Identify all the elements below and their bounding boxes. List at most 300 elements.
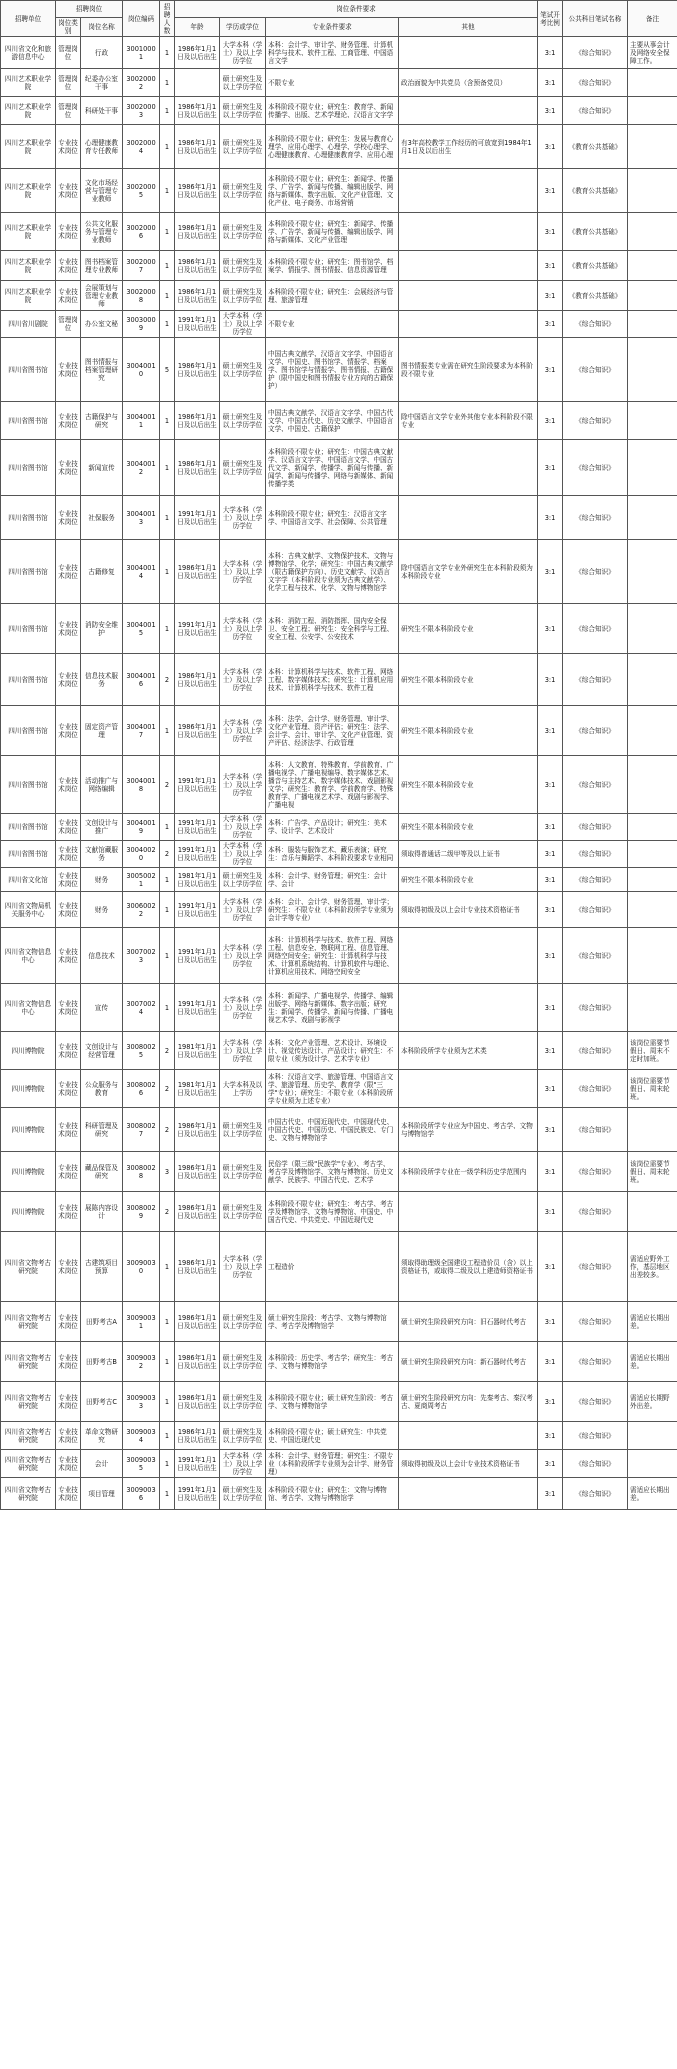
cell-edu: 硕士研究生及以上学历学位	[220, 1422, 266, 1450]
cell-other: 须取得初级及以上会计专业技术资格证书	[399, 892, 538, 928]
cell-note	[628, 984, 677, 1032]
cell-age: 1991年1月1日及以后出生	[175, 814, 220, 841]
cell-exam: 《综合知识》	[563, 1450, 628, 1478]
cell-major: 本科阶段不限专业；研究生：发展与教育心理学、应用心理学、心理学、学校心理学、心理健康教育、心理健康教育学、应用心理	[266, 125, 399, 169]
cell-note	[628, 1108, 677, 1152]
cell-type: 专业技术岗位	[56, 892, 81, 928]
cell-type: 管理岗位	[56, 37, 81, 69]
cell-exam: 《综合知识》	[563, 440, 628, 496]
cell-exam: 《教育公共基础》	[563, 251, 628, 281]
cell-edu: 大学本科（学士）及以上学历学位	[220, 37, 266, 69]
cell-code: 30040013	[123, 496, 160, 540]
cell-age: 1986年1月1日及以后出生	[175, 213, 220, 251]
cell-unit: 四川省图书馆	[1, 604, 56, 654]
header-major: 专业条件要求	[266, 18, 399, 37]
cell-code: 30090034	[123, 1422, 160, 1450]
cell-age: 1981年1月1日及以后出生	[175, 868, 220, 892]
cell-type: 管理岗位	[56, 97, 81, 125]
cell-ratio: 3:1	[538, 311, 563, 338]
cell-name: 科研处干事	[81, 97, 123, 125]
cell-exam: 《综合知识》	[563, 1108, 628, 1152]
cell-edu: 大学本科（学士）及以上学历学位	[220, 756, 266, 814]
cell-type: 专业技术岗位	[56, 1232, 81, 1302]
table-row	[1, 1192, 677, 1232]
cell-name: 古建筑项目预算	[81, 1232, 123, 1302]
cell-count: 1	[160, 1450, 175, 1478]
cell-exam: 《综合知识》	[563, 496, 628, 540]
cell-other: 研究生不限本科阶段专业	[399, 654, 538, 706]
cell-major: 中国古典文献学、汉语言文字学、中国古代文学、中国古代史、历史文献学、中国语言文学、中国史、古籍保护	[266, 402, 399, 440]
table-row	[1, 281, 677, 311]
cell-major: 本科：会计学、审计学、财务管理、计算机科学与技术、软件工程、工商管理、中国语言文学	[266, 37, 399, 69]
cell-unit: 四川省文物考古研究院	[1, 1382, 56, 1422]
cell-edu: 硕士研究生及以上学历学位	[220, 125, 266, 169]
cell-other: 须取得助理级全国建设工程造价员（含）以上资格证书，或取得二级及以上建造师资格证书	[399, 1232, 538, 1302]
cell-type: 专业技术岗位	[56, 169, 81, 213]
cell-unit: 四川省图书馆	[1, 654, 56, 706]
cell-note	[628, 496, 677, 540]
cell-count: 3	[160, 1152, 175, 1192]
cell-count: 1	[160, 892, 175, 928]
cell-exam: 《综合知识》	[563, 1070, 628, 1108]
cell-exam: 《教育公共基础》	[563, 213, 628, 251]
table-row	[1, 125, 677, 169]
cell-note	[628, 402, 677, 440]
cell-type: 专业技术岗位	[56, 1478, 81, 1510]
cell-type: 专业技术岗位	[56, 984, 81, 1032]
cell-major: 本科：会计学、财务管理；研究生：会计学、会计	[266, 868, 399, 892]
cell-code: 30070023	[123, 928, 160, 984]
table-row	[1, 169, 677, 213]
cell-code: 30020005	[123, 169, 160, 213]
cell-edu: 硕士研究生及以上学历学位	[220, 440, 266, 496]
cell-other	[399, 281, 538, 311]
cell-exam: 《综合知识》	[563, 984, 628, 1032]
cell-code: 30080028	[123, 1152, 160, 1192]
cell-exam: 《综合知识》	[563, 928, 628, 984]
cell-other	[399, 213, 538, 251]
cell-exam: 《综合知识》	[563, 97, 628, 125]
cell-name: 古籍保护与研究	[81, 402, 123, 440]
table-row	[1, 402, 677, 440]
cell-age: 1986年1月1日及以后出生	[175, 125, 220, 169]
cell-ratio: 3:1	[538, 496, 563, 540]
table-row	[1, 1302, 677, 1342]
cell-note	[628, 69, 677, 97]
cell-unit: 四川省图书馆	[1, 540, 56, 604]
cell-name: 文创设计与经营管理	[81, 1032, 123, 1070]
cell-note	[628, 311, 677, 338]
cell-edu: 大学本科及以上学历	[220, 1070, 266, 1108]
cell-count: 1	[160, 281, 175, 311]
cell-exam: 《综合知识》	[563, 814, 628, 841]
table-row	[1, 1152, 677, 1192]
table-row	[1, 97, 677, 125]
cell-major: 本科：新闻学、广播电视学、传播学、编辑出版学、网络与新媒体、数字出版；研究生：新闻学、传播学、新闻与传播、广播电视艺术学、戏剧与影视学	[266, 984, 399, 1032]
cell-exam: 《综合知识》	[563, 69, 628, 97]
table-row	[1, 496, 677, 540]
cell-edu: 大学本科（学士）及以上学历学位	[220, 1232, 266, 1302]
cell-age: 1986年1月1日及以后出生	[175, 1192, 220, 1232]
cell-unit: 四川省图书馆	[1, 841, 56, 868]
cell-edu: 硕士研究生及以上学历学位	[220, 69, 266, 97]
cell-ratio: 3:1	[538, 169, 563, 213]
cell-unit: 四川省文物考古研究院	[1, 1302, 56, 1342]
cell-name: 纪委办公室干事	[81, 69, 123, 97]
cell-major: 本科：会计学、财务管理；研究生：不限专业（本科阶段所学专业须为会计学、财务管理）	[266, 1450, 399, 1478]
cell-unit: 四川博物院	[1, 1152, 56, 1192]
cell-other	[399, 1478, 538, 1510]
cell-exam: 《综合知识》	[563, 1478, 628, 1510]
cell-ratio: 3:1	[538, 1192, 563, 1232]
cell-ratio: 3:1	[538, 1450, 563, 1478]
cell-ratio: 3:1	[538, 814, 563, 841]
cell-count: 1	[160, 868, 175, 892]
cell-note	[628, 1192, 677, 1232]
cell-major: 本科阶段不限专业；研究生：文物与博物馆、考古学、文物与博物馆学	[266, 1478, 399, 1510]
cell-note	[628, 1450, 677, 1478]
cell-note	[628, 281, 677, 311]
cell-note: 该岗位需要节假日、周末轮班。	[628, 1152, 677, 1192]
cell-count: 1	[160, 1422, 175, 1450]
cell-age: 1986年1月1日及以后出生	[175, 1108, 220, 1152]
cell-code: 30080026	[123, 1070, 160, 1108]
cell-note	[628, 1422, 677, 1450]
cell-exam: 《综合知识》	[563, 402, 628, 440]
cell-count: 1	[160, 706, 175, 756]
cell-edu: 硕士研究生及以上学历学位	[220, 868, 266, 892]
cell-other: 有3年高校教学工作经历的可放宽到1984年1月1日及以后出生	[399, 125, 538, 169]
cell-note	[628, 251, 677, 281]
cell-edu: 硕士研究生及以上学历学位	[220, 1382, 266, 1422]
cell-major: 硕士研究生阶段：考古学、文物与博物馆学、考古学及博物馆学	[266, 1302, 399, 1342]
cell-note	[628, 841, 677, 868]
table-row	[1, 251, 677, 281]
cell-edu: 硕士研究生及以上学历学位	[220, 1108, 266, 1152]
cell-unit: 四川省文物考古研究院	[1, 1232, 56, 1302]
cell-edu: 大学本科（学士）及以上学历学位	[220, 1450, 266, 1478]
cell-unit: 四川省图书馆	[1, 814, 56, 841]
cell-exam: 《综合知识》	[563, 1232, 628, 1302]
cell-exam: 《综合知识》	[563, 37, 628, 69]
cell-other	[399, 97, 538, 125]
cell-unit: 四川省文化和旅游信息中心	[1, 37, 56, 69]
cell-other: 硕士研究生阶段研究方向：旧石器时代考古	[399, 1302, 538, 1342]
cell-unit: 四川省文物考古研究院	[1, 1478, 56, 1510]
table-row	[1, 756, 677, 814]
cell-type: 专业技术岗位	[56, 1382, 81, 1422]
cell-other	[399, 251, 538, 281]
cell-name: 活动推广与网络编辑	[81, 756, 123, 814]
cell-ratio: 3:1	[538, 37, 563, 69]
cell-ratio: 3:1	[538, 338, 563, 402]
cell-unit: 四川艺术职业学院	[1, 281, 56, 311]
cell-edu: 硕士研究生及以上学历学位	[220, 402, 266, 440]
cell-major: 不限专业	[266, 311, 399, 338]
cell-age: 1986年1月1日及以后出生	[175, 1232, 220, 1302]
cell-major: 本科：古典文献学、文物保护技术、文物与博物馆学、化学；研究生：中国古典文献学（限古籍保护方向）、历史文献学、汉语言文字学（本科阶段专业须为古典文献学）、化学工程与技术、化学、文物与博物馆学	[266, 540, 399, 604]
cell-count: 1	[160, 604, 175, 654]
cell-other: 本科阶段所学专业在一级学科历史学范围内	[399, 1152, 538, 1192]
cell-note	[628, 540, 677, 604]
cell-note	[628, 125, 677, 169]
cell-code: 30090032	[123, 1342, 160, 1382]
cell-edu: 大学本科（学士）及以上学历学位	[220, 496, 266, 540]
cell-ratio: 3:1	[538, 440, 563, 496]
cell-count: 1	[160, 440, 175, 496]
cell-age: 1991年1月1日及以后出生	[175, 841, 220, 868]
cell-name: 消防安全维护	[81, 604, 123, 654]
cell-name: 展陈内容设计	[81, 1192, 123, 1232]
table-row	[1, 1422, 677, 1450]
cell-note	[628, 756, 677, 814]
cell-ratio: 3:1	[538, 892, 563, 928]
cell-age: 1986年1月1日及以后出生	[175, 97, 220, 125]
cell-code: 30080027	[123, 1108, 160, 1152]
cell-other	[399, 37, 538, 69]
cell-ratio: 3:1	[538, 984, 563, 1032]
cell-unit: 四川艺术职业学院	[1, 125, 56, 169]
header-note: 备注	[628, 1, 677, 37]
cell-age: 1986年1月1日及以后出生	[175, 706, 220, 756]
table-row	[1, 1478, 677, 1510]
table-row	[1, 440, 677, 496]
cell-count: 1	[160, 69, 175, 97]
cell-other	[399, 496, 538, 540]
cell-unit: 四川省图书馆	[1, 440, 56, 496]
cell-code: 30050021	[123, 868, 160, 892]
cell-edu: 硕士研究生及以上学历学位	[220, 1342, 266, 1382]
cell-major: 本科阶段不限专业；研究生：图书馆学、档案学、情报学、图书情报、信息资源管理	[266, 251, 399, 281]
cell-ratio: 3:1	[538, 756, 563, 814]
cell-exam: 《综合知识》	[563, 1032, 628, 1070]
cell-unit: 四川省文物考古研究院	[1, 1342, 56, 1382]
cell-age: 1986年1月1日及以后出生	[175, 1302, 220, 1342]
cell-type: 专业技术岗位	[56, 1302, 81, 1342]
cell-code: 30040020	[123, 841, 160, 868]
cell-note: 该岗位需要节假日、周末不定时加班。	[628, 1032, 677, 1070]
cell-type: 专业技术岗位	[56, 604, 81, 654]
cell-ratio: 3:1	[538, 1108, 563, 1152]
cell-other	[399, 169, 538, 213]
cell-exam: 《综合知识》	[563, 1342, 628, 1382]
cell-ratio: 3:1	[538, 69, 563, 97]
cell-major: 中国古代史、中国近现代史、中国现代史、中国古代史、中国历史、中国民族史、专门史、文物与博物馆学	[266, 1108, 399, 1152]
cell-edu: 大学本科（学士）及以上学历学位	[220, 814, 266, 841]
cell-other	[399, 928, 538, 984]
cell-ratio: 3:1	[538, 1478, 563, 1510]
table-row	[1, 1108, 677, 1152]
cell-count: 2	[160, 1032, 175, 1070]
header-other: 其他	[399, 18, 538, 37]
cell-edu: 大学本科（学士）及以上学历学位	[220, 540, 266, 604]
cell-age: 1986年1月1日及以后出生	[175, 251, 220, 281]
cell-ratio: 3:1	[538, 1032, 563, 1070]
cell-name: 固定资产管理	[81, 706, 123, 756]
cell-note	[628, 706, 677, 756]
cell-age: 1991年1月1日及以后出生	[175, 496, 220, 540]
cell-count: 1	[160, 37, 175, 69]
header-age: 年龄	[175, 18, 220, 37]
cell-age: 1991年1月1日及以后出生	[175, 892, 220, 928]
cell-code: 30040011	[123, 402, 160, 440]
cell-name: 古籍修复	[81, 540, 123, 604]
cell-ratio: 3:1	[538, 1382, 563, 1422]
table-row	[1, 311, 677, 338]
cell-unit: 四川省图书馆	[1, 756, 56, 814]
cell-type: 专业技术岗位	[56, 496, 81, 540]
cell-age: 1981年1月1日及以后出生	[175, 1032, 220, 1070]
cell-code: 30080025	[123, 1032, 160, 1070]
cell-ratio: 3:1	[538, 213, 563, 251]
cell-major: 本科阶段不限专业；研究生：新闻学、传播学、广告学、新闻与传播、编辑出版学、网络与新媒体、文化产业管理	[266, 213, 399, 251]
header-post-type: 岗位类别	[56, 18, 81, 37]
cell-edu: 大学本科（学士）及以上学历学位	[220, 654, 266, 706]
cell-unit: 四川艺术职业学院	[1, 97, 56, 125]
cell-count: 1	[160, 984, 175, 1032]
table-row	[1, 841, 677, 868]
cell-name: 田野考古C	[81, 1382, 123, 1422]
cell-type: 专业技术岗位	[56, 814, 81, 841]
cell-exam: 《教育公共基础》	[563, 281, 628, 311]
header-edu: 学历或学位	[220, 18, 266, 37]
cell-count: 2	[160, 756, 175, 814]
cell-name: 图书情报与档案管理研究	[81, 338, 123, 402]
cell-ratio: 3:1	[538, 868, 563, 892]
cell-other	[399, 311, 538, 338]
cell-major: 本科：广告学、产品设计；研究生：美术学、设计学、艺术设计	[266, 814, 399, 841]
cell-code: 30040017	[123, 706, 160, 756]
cell-exam: 《综合知识》	[563, 1192, 628, 1232]
cell-name: 办公室文秘	[81, 311, 123, 338]
cell-ratio: 3:1	[538, 654, 563, 706]
cell-count: 1	[160, 1478, 175, 1510]
cell-unit: 四川省川剧院	[1, 311, 56, 338]
cell-age: 1986年1月1日及以后出生	[175, 540, 220, 604]
cell-name: 信息技术	[81, 928, 123, 984]
cell-other: 研究生不限本科阶段专业	[399, 604, 538, 654]
cell-ratio: 3:1	[538, 1302, 563, 1342]
cell-exam: 《综合知识》	[563, 338, 628, 402]
cell-type: 专业技术岗位	[56, 928, 81, 984]
cell-major: 本科阶段：历史学、考古学；研究生：考古学、文物与博物馆学	[266, 1342, 399, 1382]
cell-major: 本科：消防工程、消防指挥、国内安全保卫、安全工程；研究生：安全科学与工程、安全工程、公安学、公安技术	[266, 604, 399, 654]
cell-exam: 《综合知识》	[563, 1152, 628, 1192]
cell-unit: 四川省图书馆	[1, 402, 56, 440]
cell-note	[628, 169, 677, 213]
cell-other	[399, 1422, 538, 1450]
cell-count: 1	[160, 1342, 175, 1382]
table-row	[1, 654, 677, 706]
cell-other	[399, 1070, 538, 1108]
cell-name: 心理健康教育专任教师	[81, 125, 123, 169]
cell-type: 专业技术岗位	[56, 1152, 81, 1192]
cell-count: 1	[160, 311, 175, 338]
cell-edu: 硕士研究生及以上学历学位	[220, 1192, 266, 1232]
table-row	[1, 213, 677, 251]
cell-edu: 大学本科（学士）及以上学历学位	[220, 706, 266, 756]
cell-code: 30020004	[123, 125, 160, 169]
cell-unit: 四川省文化馆	[1, 868, 56, 892]
cell-name: 信息技术服务	[81, 654, 123, 706]
cell-unit: 四川博物院	[1, 1108, 56, 1152]
cell-major: 本科阶段不限专业；研究生：汉语言文字学、中国语言文学、社会保障、公共管理	[266, 496, 399, 540]
cell-exam: 《综合知识》	[563, 706, 628, 756]
cell-exam: 《综合知识》	[563, 654, 628, 706]
cell-edu: 硕士研究生及以上学历学位	[220, 97, 266, 125]
cell-age: 1991年1月1日及以后出生	[175, 1478, 220, 1510]
cell-ratio: 3:1	[538, 540, 563, 604]
cell-code: 30040010	[123, 338, 160, 402]
cell-name: 文创设计与推广	[81, 814, 123, 841]
cell-edu: 硕士研究生及以上学历学位	[220, 1152, 266, 1192]
cell-name: 会计	[81, 1450, 123, 1478]
cell-code: 30040012	[123, 440, 160, 496]
cell-ratio: 3:1	[538, 97, 563, 125]
cell-age: 1986年1月1日及以后出生	[175, 402, 220, 440]
cell-edu: 硕士研究生及以上学历学位	[220, 251, 266, 281]
cell-note	[628, 892, 677, 928]
cell-code: 30090035	[123, 1450, 160, 1478]
cell-edu: 硕士研究生及以上学历学位	[220, 169, 266, 213]
cell-name: 财务	[81, 868, 123, 892]
cell-note: 需适应长期出差。	[628, 1478, 677, 1510]
cell-code: 30040015	[123, 604, 160, 654]
cell-count: 1	[160, 251, 175, 281]
cell-major: 本科阶段不限专业；研究生：考古学、考古学及博物馆学、文物与博物馆、中国史、中国古代史、中共党史、中国近现代史	[266, 1192, 399, 1232]
cell-edu: 硕士研究生及以上学历学位	[220, 338, 266, 402]
cell-other	[399, 440, 538, 496]
cell-name: 文化市场经营与管理专业教师	[81, 169, 123, 213]
cell-note: 需适应长期野外出差。	[628, 1382, 677, 1422]
cell-major: 民俗学（限三级"民族学"专业）、考古学、考古学及博物馆学、文物与博物馆、历史文献学、民族学、中国古代史、艺术学	[266, 1152, 399, 1192]
cell-note	[628, 604, 677, 654]
cell-exam: 《综合知识》	[563, 604, 628, 654]
cell-exam: 《综合知识》	[563, 1302, 628, 1342]
cell-ratio: 3:1	[538, 706, 563, 756]
cell-count: 1	[160, 928, 175, 984]
cell-name: 财务	[81, 892, 123, 928]
header-exam: 公共科目笔试名称	[563, 1, 628, 37]
cell-major: 本科：计算机科学与技术、软件工程、网络工程、信息安全、物联网工程、信息管理、网络空间安全；研究生：计算机科学与技术、计算机系统结构、计算机软件与理论、计算机应用技术、网络空间安全	[266, 928, 399, 984]
cell-unit: 四川艺术职业学院	[1, 169, 56, 213]
cell-type: 专业技术岗位	[56, 841, 81, 868]
table-row	[1, 1232, 677, 1302]
cell-type: 专业技术岗位	[56, 540, 81, 604]
cell-ratio: 3:1	[538, 1342, 563, 1382]
cell-code: 30090036	[123, 1478, 160, 1510]
cell-type: 专业技术岗位	[56, 756, 81, 814]
cell-count: 1	[160, 213, 175, 251]
cell-name: 新闻宣传	[81, 440, 123, 496]
cell-other: 除中国语言文学专业外其他专业本科阶段不限专业	[399, 402, 538, 440]
cell-age: 1981年1月1日及以后出生	[175, 1070, 220, 1108]
table-row	[1, 338, 677, 402]
cell-exam: 《综合知识》	[563, 540, 628, 604]
cell-other	[399, 1192, 538, 1232]
cell-code: 30020003	[123, 97, 160, 125]
cell-age: 1986年1月1日及以后出生	[175, 338, 220, 402]
cell-note	[628, 868, 677, 892]
cell-unit: 四川博物院	[1, 1070, 56, 1108]
cell-other: 政治面貌为中共党员（含预备党员）	[399, 69, 538, 97]
cell-note	[628, 97, 677, 125]
cell-age: 1986年1月1日及以后出生	[175, 169, 220, 213]
cell-exam: 《教育公共基础》	[563, 125, 628, 169]
header-post-group: 招聘岗位	[56, 1, 123, 18]
table-row	[1, 1032, 677, 1070]
cell-major: 本科：法学、会计学、财务管理、审计学、文化产业管理、资产评估；研究生：法学、会计学、会计、审计学、文化产业管理、资产评估、经济法学、行政管理	[266, 706, 399, 756]
